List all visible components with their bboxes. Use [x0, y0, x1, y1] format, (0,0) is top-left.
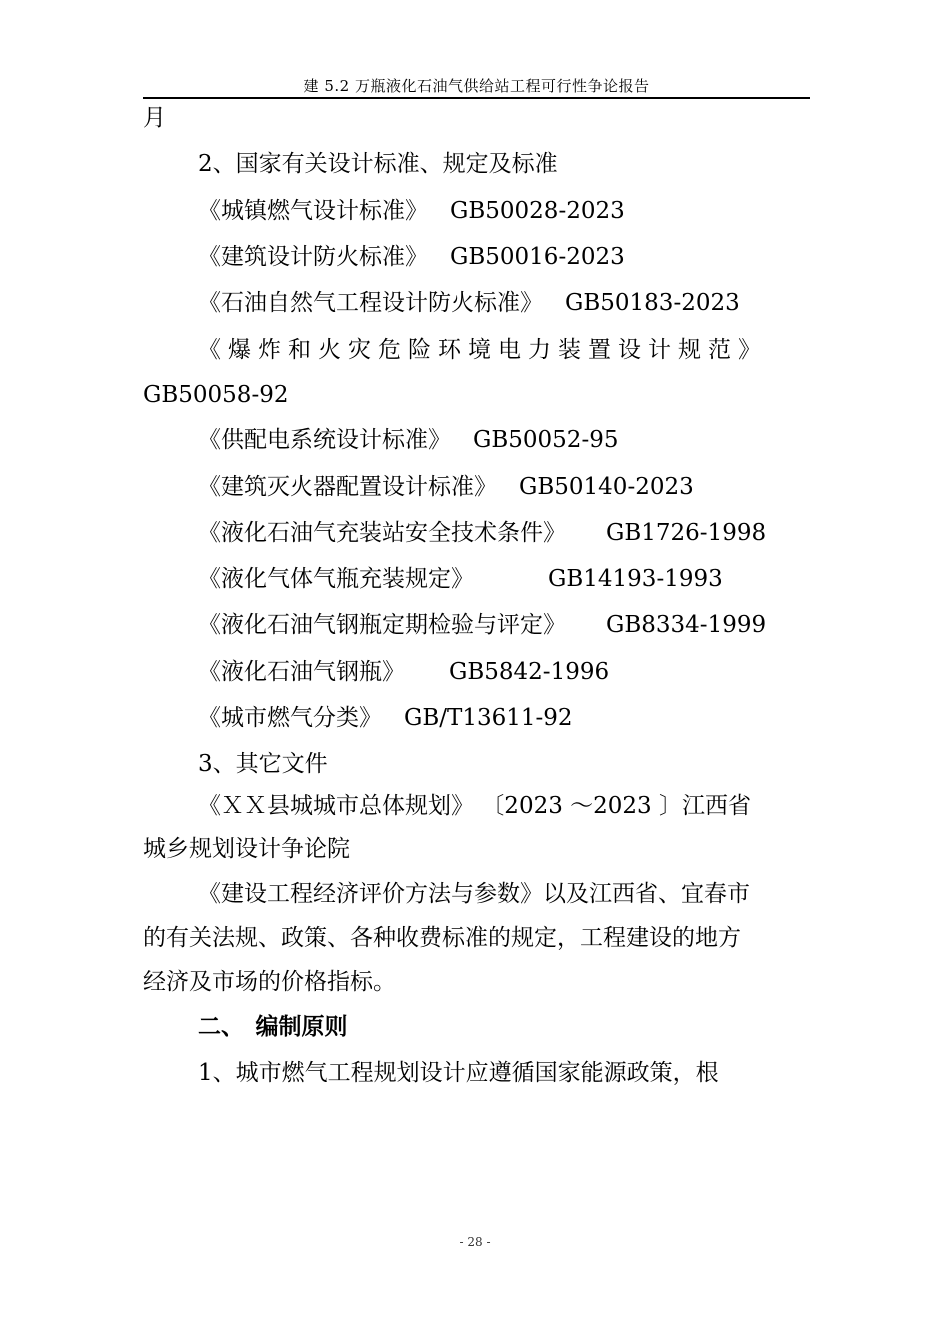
standard-item	[198, 517, 766, 549]
page-number: - 28 -	[459, 1235, 491, 1249]
standard-name: 《液化石油气钢瓶定期检验与评定》	[198, 612, 566, 638]
standard-name: 《供配电系统设计标准》	[198, 427, 451, 453]
continuation-text: 月	[143, 105, 166, 131]
standard-item	[198, 287, 740, 319]
other-doc-line: 的有关法规、政策、各种收费标准的规定，工程建设的地方	[143, 925, 741, 951]
other-doc-line: 《ＸＸ县城城市总体规划》 〔2023 ～2023 〕江西省	[198, 793, 751, 819]
standard-item	[198, 609, 766, 641]
standard-name: 《石油自然气工程设计防火标准》	[198, 290, 543, 316]
section-3-title: 3、其它文件	[198, 751, 328, 777]
standard-name: 《液化气体气瓶充装规定》	[198, 566, 474, 592]
standard-name: 《液化石油气钢瓶》	[198, 659, 405, 685]
standard-item	[198, 424, 618, 456]
standard-code: GB50016-2023	[450, 244, 625, 270]
standard-item	[198, 195, 625, 227]
standard-code: GB50140-2023	[519, 474, 694, 500]
other-doc-line: 经济及市场的价格指标。	[143, 969, 396, 995]
standard-item	[198, 241, 625, 273]
standard-item	[198, 563, 723, 595]
standard-code: GB/T13611-92	[404, 705, 573, 731]
standard-name: 《城镇燃气设计标准》	[198, 198, 428, 224]
section-2-title: 2、国家有关设计标准、规定及标准	[198, 151, 558, 177]
standard-code-wrapped: GB50058-92	[143, 382, 289, 408]
running-header: 建 5.2 万瓶液化石油气供给站工程可行性争论报告	[303, 77, 650, 95]
standard-name: 《建筑灭火器配置设计标准》	[198, 474, 497, 500]
standard-name: 《城市燃气分类》	[198, 705, 382, 731]
standard-item	[198, 334, 768, 366]
standard-item	[198, 702, 573, 734]
other-doc-line: 《建设工程经济评价方法与参数》以及江西省、宜春市	[198, 881, 750, 907]
part-2-heading: 二、 编制原则	[198, 1013, 348, 1040]
other-doc-line: 城乡规划设计争论院	[143, 836, 350, 862]
header-rule	[143, 97, 810, 99]
standard-name: 《建筑设计防火标准》	[198, 244, 428, 270]
standard-code: GB8334-1999	[606, 612, 767, 638]
standard-code: GB50028-2023	[450, 198, 625, 224]
standard-name: 《液化石油气充装站安全技术条件》	[198, 520, 566, 546]
standard-code: GB1726-1998	[606, 520, 767, 546]
standard-code: GB50183-2023	[565, 290, 740, 316]
standard-code: GB5842-1996	[449, 659, 610, 685]
standard-code: GB50052-95	[473, 427, 619, 453]
standard-name: 《爆炸和火灾危险环境电力装置设计规范》	[198, 337, 768, 363]
principle-1-text: 1、城市燃气工程规划设计应遵循国家能源政策，根	[198, 1060, 719, 1086]
standard-item	[198, 471, 694, 503]
standard-code: GB14193-1993	[548, 566, 723, 592]
standard-item	[198, 656, 609, 688]
